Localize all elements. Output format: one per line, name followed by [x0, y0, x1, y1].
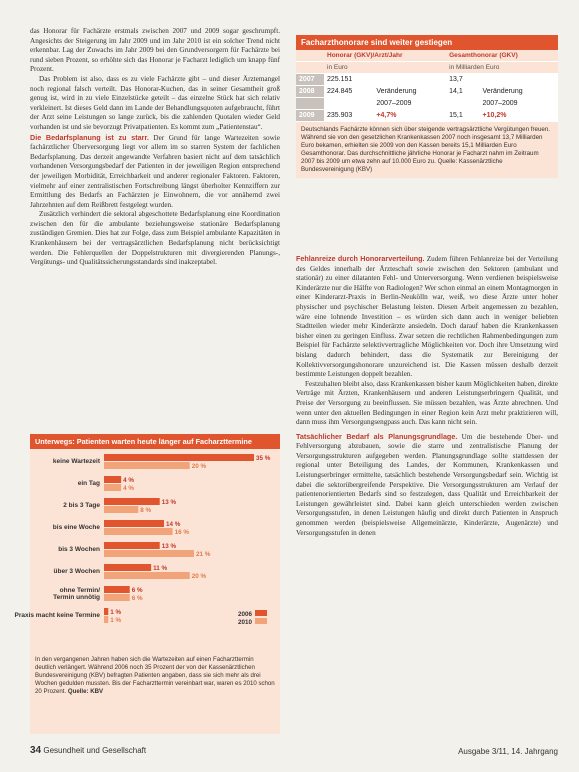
table-row	[296, 74, 558, 86]
paragraph-text: Um die bestehende Über- und Fehlversorgung abzubauen, sowie die starre und zentralistische Planung der Versorgungsstrukturen aufgegeben werden. Planungsgrundlage sollte stattdessen der regional unter Beteiligung des Landes, der Kommunen, Krankenkassen und Leistungserbringer ermittelte, tatsächlich bestehende Versorgungsbedarf sein. Wichtig ist dabei die sektorübergreifende Perspektive. Die Versorgungsstrukturen am Verlauf der patientenorientierten Bedarfs sind so festzulegen, dass Qualität und Erreichbarkeit der Leistungen gewährleistet sind. Dabei kann gleich unterschieden werden zwischen Versorgungsstufen, in denen Leistungen häufig und direkt durch Patienten in Anspruch genommen werden (beispielsweise Allgemeinärzte, Kinderärzte, Augenärzte) und Versorgungsstufen in denen	[296, 432, 559, 537]
bar-2006	[104, 520, 164, 527]
chart-title: Unterwegs: Patienten warten heute länger auf Facharzttermine	[30, 434, 280, 449]
bar-2010	[104, 506, 138, 513]
category-label: bis 3 Wochen	[58, 546, 100, 553]
value-cell: 14,1	[446, 86, 479, 98]
data-label: 14 %	[166, 521, 181, 528]
issue-info: Ausgabe 3/11, 14. Jahrgang	[458, 747, 558, 756]
legend-swatch	[255, 618, 267, 624]
value-cell: 224.845	[324, 86, 373, 98]
value-cell: 15,1	[446, 110, 479, 122]
bar-2010	[104, 572, 190, 579]
column-header: Gesamthonorar (GKV)	[446, 50, 558, 62]
data-label: 1 %	[110, 609, 122, 616]
data-label: 4 %	[123, 485, 135, 492]
table-note: Deutschlands Fachärzte können sich über steigende vertragsärztliche Vergütungen freuen. Während sie von den gesetzlichen Krankenkassen 2007 noch insgesamt 13,7 Milliarden Euro bekamen, erhielten sie 2009 von den Kassen bereits 15,1 Milliarden Euro Gesamthonorar. Das durchschnittliche jährliche Honorar je Facharzt nahm im Zeitraum 2007 bis 2009 um etwa zehn auf 10.000 Euro zu. Quelle: Kassenärztliche Bundesvereinigung (KBV)	[301, 126, 551, 173]
category-label: keine Wartezeit	[52, 458, 100, 465]
data-label: 20 %	[191, 463, 207, 470]
bar-2010	[104, 484, 121, 491]
change-cell: Veränderung	[480, 86, 558, 98]
data-label: 20 %	[191, 573, 207, 580]
left-text-column	[30, 27, 280, 268]
legend-label: 2006	[237, 611, 252, 618]
bar-2010	[104, 594, 130, 601]
table-row	[296, 110, 558, 122]
change-cell: +10,2%	[480, 110, 558, 122]
subheading: Die Bedarfsplanung ist zu starr.	[30, 132, 149, 142]
table-title: Facharzthonorare sind weiter gestiegen	[296, 35, 558, 50]
data-label: 6 %	[131, 587, 143, 594]
waiting-time-chart-box	[14, 434, 280, 734]
right-text-column	[296, 254, 558, 538]
paragraph: Zusätzlich verhindert die sektoral abgeschottete Bedarfsplanung eine Koordination zwischen den für die ambulante beziehungsweise stationäre Bedarfsplanung zuständigen Gremien. Dies hat zur Folge, dass zum Beispiel ambulante Kapazitäten in Krankenhäusern bei der vertragsärztlichen Bedarfsplanung nicht berücksichtigt werden. Die Fehlerquellen der Doppelstrukturen mit divergierenden Planungs-, Vergütungs- und Qualitätssicherungsstandards sind inakzeptabel.	[30, 210, 280, 267]
chart-source: Quelle: KBV	[67, 688, 104, 695]
data-label: 11 %	[153, 565, 168, 572]
paragraph-with-subhead	[296, 254, 558, 380]
column-subheader: in Milliarden Euro	[446, 62, 558, 74]
data-label: 35 %	[256, 455, 271, 462]
change-period-cell: 2007–2009	[480, 98, 558, 110]
bar-2006	[104, 608, 108, 615]
data-label: 13 %	[161, 543, 177, 550]
category-label: ohne Termin/	[59, 587, 100, 594]
year-cell: 2008	[296, 86, 324, 98]
paragraph: das Honorar für Fachärzte erstmals zwischen 2007 und 2009 sogar geschrumpft. Angesichts der Steigerung im Jahr 2009 und im Jahr 2010 ist ein solcher Trend nicht erkennbar. Lag der Zuwachs im Jahr 2009 bei den Grundversorgern für Fachärzte bei rund sieben Prozent, so erhöhte sich das Honorar je Facharzt lediglich um knapp fünf Prozent.	[30, 27, 280, 74]
bar-2006	[104, 498, 160, 505]
change-cell	[373, 74, 446, 86]
bar-2006	[104, 586, 130, 593]
category-label: bis eine Woche	[52, 524, 100, 531]
paragraph-with-subhead	[296, 432, 558, 539]
bar-2010	[104, 462, 190, 469]
chart-note	[35, 656, 275, 696]
change-cell: +4,7%	[373, 110, 446, 122]
honorar-table	[296, 50, 558, 122]
data-label: 13 %	[161, 499, 177, 506]
column-subheader: in Euro	[324, 62, 446, 74]
legend-label: 2010	[237, 619, 252, 626]
page-number: 34	[30, 745, 42, 756]
category-label: über 3 Wochen	[53, 568, 100, 575]
data-label: 8 %	[140, 507, 152, 514]
change-cell: Veränderung	[373, 86, 446, 98]
honorar-table-box	[296, 35, 558, 178]
paragraph-text: Der Grund für lange Wartezeiten sowie fachärztlicher Überversorgung liegt vor allem im so starren System der fachlichen Bedarfsplanung. Das derzeit angewandte Verfahren basiert nicht auf dem tatsächlich vorhandenen Versorgungsbedarf der Patienten in der jeweiligen Region entsprechend der jeweiligen Morbidität, Erreichbarkeit und anderer regionaler Faktoren. Faktoren, vielmehr auf einer zentralistischen Fortschreibung längst überholter Kennziffern zur Ermittlung des Bedarfs an Fachärzten je Einwohnern, die vor annähernd zwei Jahrzehnten auf dem Reißbrett festgelegt wurden.	[30, 133, 280, 209]
data-label: 4 %	[123, 477, 135, 484]
publication-name: Gesundheit und Gesellschaft	[43, 746, 147, 755]
bar-2006	[104, 454, 254, 461]
value-cell: 13,7	[446, 74, 479, 86]
bar-2006	[104, 542, 160, 549]
data-label: 16 %	[174, 529, 189, 536]
table-header-row	[296, 50, 558, 62]
data-label: 6 %	[131, 595, 143, 602]
category-label: ein Tag	[77, 480, 100, 487]
category-label: Praxis macht keine Termine	[14, 612, 100, 619]
value-cell: 225.151	[324, 74, 373, 86]
paragraph-text: Zudem führen Fehlanreize bei der Verteilung des Geldes innerhalb der Ärzteschaft sowie zwischen den Sektoren (ambulant und stationär) zu einer dilatanten Fehl- und Unterversorgung. Wenn verdienen beispielsweise Kinderärzte nur die Hälfte von Radiologen? Wer schon einmal an einem Montagmorgen in einer Kinderarzt-Praxis in Berlin-Neukölln war, weiß, wo diese Ärzte unter hoher physischer und psychischer Belastung leisten. Diesen Arbeit angemessen zu bezahlen, wäre eine lohnende Investition – es würden sich dann auch in weniger beliebten Stadtteilen wieder mehr Kinderärzte ansiedeln. Doch darauf haben die Krankenkassen bisher einen zu geringen Einfluss. Zwar setzen die rechtlichen Rahmenbedingungen zum Beispiel für Fachärzte selektivvertragliche Möglichkeiten vor. Doch ihre Umsetzung wird bislang dadurch behindert, dass die Systematik zur Bereinigung der Kollektivversorgungshonorare unzureichend ist. Die Kassen müssen deshalb derzeit bestimmte Leistungen doppelt bezahlen.	[296, 255, 558, 379]
year-cell: 2007	[296, 74, 324, 86]
bar-2010	[104, 550, 194, 557]
change-period-cell: 2007–2009	[373, 98, 446, 110]
paragraph: Festzuhalten bleibt also, dass Krankenkassen bisher kaum Möglichkeiten haben, direkte Verträge mit Ärzten, Krankenhäusern und anderen Leistungserbringern Qualität, und Preise der Versorgung zu beeinflussen. Sie müssen bezahlen, was Ärzte abrechnen. Und wenn unter den aktuellen Bedingungen in einer Region kein Arzt mehr praktizieren will, dann muss ihm Versorgungsengpass auch. Das kann nicht sein.	[296, 379, 558, 427]
subheading: Fehlanreize durch Honorarverteilung.	[296, 254, 425, 263]
bar-2006	[104, 476, 121, 483]
data-label: 21 %	[196, 551, 211, 558]
legend-swatch	[255, 610, 267, 616]
bar-2010	[104, 528, 173, 535]
table-row	[296, 98, 558, 110]
chart-note-text: In den vergangenen Jahren haben sich die Wartezeiten auf einen Facharzttermin deutlich verlängert. Während 2006 noch 35 Prozent der von der Kassenärztlichen Bundesvereinigung (KBV) befragten Patienten angaben, dass sie sich mehr als drei Wochen gedulden mussten. Bis der Facharzttermin vereinbart war, waren es 2010 schon 20 Prozent.	[35, 656, 275, 695]
waiting-time-chart	[14, 450, 280, 655]
year-cell: 2009	[296, 110, 324, 122]
category-label: 2 bis 3 Tage	[63, 502, 100, 509]
paragraph-with-subhead	[30, 133, 280, 211]
subheading: Tatsächlicher Bedarf als Planungsgrundlage.	[296, 431, 458, 441]
table-row	[296, 86, 558, 98]
paragraph: Das Problem ist also, dass es zu viele Fachärzte gibt – und dieser Ärztemangel noch regional falsch verteilt. Das Honorar-Kuchen, das in seiner Gesamtheit groß genug ist, wird in zu viele Einzelstücke geteilt – das einzelne Stück hat sich relativ verkleinert. Ist dieses Geld dann im Lande der Behandlungsquoten aufgebraucht, führt der Arzt seine Leistungen so lange zurück, bis die zahlenden Quotalen wieder Geld vorhanden ist und sie bevorzugt Privatpatienten. Es kommt zum „Patientenstau“.	[30, 74, 280, 131]
column-header: Honorar (GKV)/Arzt/Jahr	[324, 50, 446, 62]
category-label: Termin unnötig	[53, 594, 100, 601]
table-subheader-row	[296, 62, 558, 74]
change-cell	[480, 74, 558, 86]
data-label: 1 %	[110, 617, 122, 624]
page-footer	[30, 745, 558, 756]
bar-2010	[104, 616, 108, 623]
value-cell: 235.903	[324, 110, 373, 122]
bar-2006	[104, 564, 151, 571]
